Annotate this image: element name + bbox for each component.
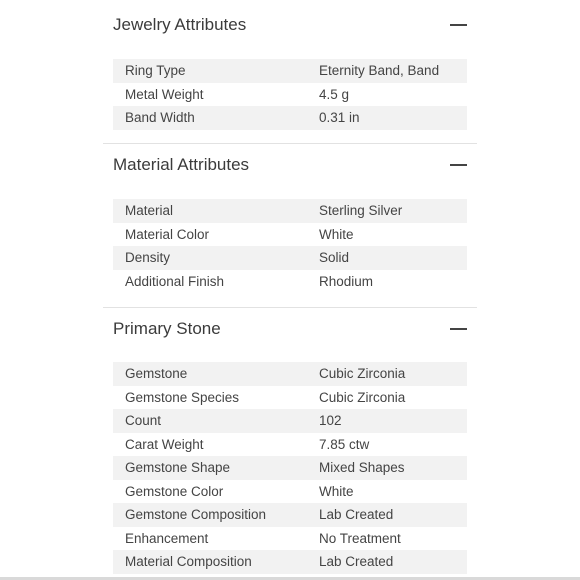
section-title: Primary Stone	[113, 319, 221, 338]
table-row	[113, 83, 467, 107]
table-row	[113, 223, 467, 247]
attribute-label: Enhancement	[125, 530, 209, 546]
attribute-label: Material Composition	[125, 554, 252, 569]
attribute-label: Gemstone	[125, 366, 188, 381]
attribute-value: Rhodium	[319, 273, 374, 289]
table-row	[113, 106, 467, 130]
attribute-label: Gemstone Color	[125, 483, 224, 499]
section-header[interactable]	[103, 13, 477, 41]
section-primary-stone	[103, 317, 477, 345]
table-row	[113, 527, 467, 551]
table-row	[113, 246, 467, 270]
attribute-value: 102	[319, 413, 342, 428]
table-row	[113, 433, 467, 457]
attribute-value: White	[319, 226, 354, 242]
attribute-value: 0.31 in	[319, 110, 360, 125]
section-divider	[103, 307, 477, 308]
attribute-label: Material Color	[125, 226, 210, 242]
attribute-label: Ring Type	[125, 63, 186, 78]
attribute-value: Cubic Zirconia	[319, 389, 406, 405]
attribute-label: Density	[125, 250, 171, 265]
attribute-label: Carat Weight	[125, 436, 204, 452]
section-jewelry-attributes	[103, 13, 477, 41]
table-row	[113, 59, 467, 83]
attribute-label: Gemstone Composition	[125, 507, 267, 522]
table-row	[113, 480, 467, 504]
attribute-value: 7.85 ctw	[319, 436, 370, 452]
attribute-value: Lab Created	[319, 507, 394, 522]
attribute-value: Eternity Band, Band	[319, 63, 440, 78]
minus-icon[interactable]	[450, 24, 467, 26]
section-divider	[103, 143, 477, 144]
attribute-label: Material	[125, 203, 174, 218]
attribute-value: Solid	[319, 250, 350, 265]
attributes-table	[113, 199, 467, 293]
attribute-value: Cubic Zirconia	[319, 366, 406, 381]
attribute-label: Gemstone Shape	[125, 460, 231, 475]
table-row	[113, 503, 467, 527]
attribute-label: Count	[125, 413, 162, 428]
attributes-table	[113, 59, 467, 130]
table-row	[113, 456, 467, 480]
section-title: Jewelry Attributes	[113, 15, 247, 34]
attribute-label: Band Width	[125, 110, 195, 125]
attribute-value: Lab Created	[319, 554, 394, 569]
table-row	[113, 270, 467, 294]
table-row	[113, 386, 467, 410]
attribute-value: No Treatment	[319, 530, 401, 546]
section-title: Material Attributes	[113, 155, 250, 174]
minus-icon[interactable]	[450, 328, 467, 330]
section-material-attributes	[103, 153, 477, 181]
table-row	[113, 199, 467, 223]
attribute-value: 4.5 g	[319, 86, 350, 102]
section-header[interactable]	[103, 153, 477, 181]
section-header[interactable]	[103, 317, 477, 345]
attribute-label: Additional Finish	[125, 273, 225, 289]
table-row	[113, 550, 467, 574]
minus-icon[interactable]	[450, 164, 467, 166]
attribute-value: Sterling Silver	[319, 203, 403, 218]
table-row	[113, 409, 467, 433]
attribute-value: Mixed Shapes	[319, 460, 405, 475]
table-row	[113, 362, 467, 386]
attributes-table	[113, 362, 467, 574]
attribute-value: White	[319, 483, 354, 499]
attribute-label: Gemstone Species	[125, 389, 240, 405]
attribute-label: Metal Weight	[125, 86, 204, 102]
